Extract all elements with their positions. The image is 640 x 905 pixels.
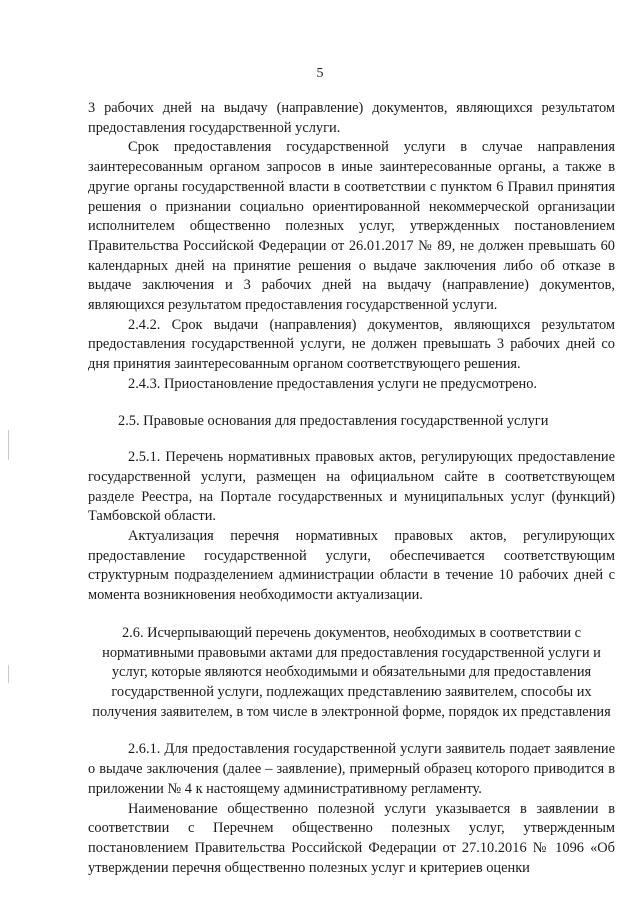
section-heading: 2.6. Исчерпывающий перечень документов, необходимых в соответствии с нормативными правовыми актами для предоставления государственной услуги и услуг, которые являются необходимыми и обязательными для предоставления государственной услуги, подлежащих представлению заявителем, способы их получения заявителем, в том числе в электронной форме, порядок их представления bbox=[92, 624, 611, 720]
paragraph: Наименование общественно полезной услуги указывается в заявлении в соответствии с Перечнем общественно полезных услуг, утвержденным постановлением Правительства Российской Федерации от 27.10.2016 № 1096 «Об утверждении перечня общественно полезных услуг и критериев оценки bbox=[88, 800, 615, 876]
paragraph: 2.5.1. Перечень нормативных правовых актов, регулирующих предоставление государственной услуги, размещен на официальном сайте в соответствующем разделе Реестра, на Портале государственных и муниципальных услуг (функций) Тамбовской области. bbox=[88, 449, 615, 525]
paragraph: Срок предоставления государственной услуги в случае направления заинтересованным органом запросов в иные заинтересованные органы, а также в другие органы государственной власти в соответствии с пунктом 6 Правил принятия решения о признании социально ориентированной некоммерческой организации исполнителем общественно полезных услуг, утвержденных постановлением Правительства Российской Федерации от 26.01.2017 № 89, не должен превышать 60 календарных дней на принятие решения о выдаче заключения либо об отказе в выдаче заключения и 3 рабочих дней на выдачу (направление) документов, являющихся результатом предоставления государственной услуги. bbox=[88, 139, 615, 314]
section-heading: 2.5. Правовые основания для предоставления государственной услуги bbox=[118, 412, 549, 429]
document-body bbox=[88, 99, 615, 878]
page-number: 5 bbox=[316, 66, 324, 81]
paragraph: 2.6.1. Для предоставления государственной услуги заявитель подает заявление о выдаче заключения (далее – заявление), примерный образец которого приводится в приложении № 4 к настоящему административному регламенту. bbox=[88, 741, 615, 797]
paragraph: 2.4.2. Срок выдачи (направления) документов, являющихся результатом предоставления государственной услуги, не должен превышать 3 рабочих дней со дня принятия заинтересованным органом соответствующего решения. bbox=[88, 316, 615, 373]
binding-mark bbox=[8, 665, 9, 683]
paragraph: 3 рабочих дней на выдачу (направление) документов, являющихся результатом предоставления государственной услуги. bbox=[88, 100, 615, 136]
paragraph: 2.4.3. Приостановление предоставления услуги не предусмотрено. bbox=[128, 375, 538, 392]
paragraph: Актуализация перечня нормативных правовых актов, регулирующих предоставление государственной услуги, обеспечивается соответствующим структурным подразделением администрации области в течение 10 рабочих дней с момента возникновения необходимости актуализации. bbox=[88, 528, 615, 604]
binding-mark bbox=[8, 430, 9, 460]
